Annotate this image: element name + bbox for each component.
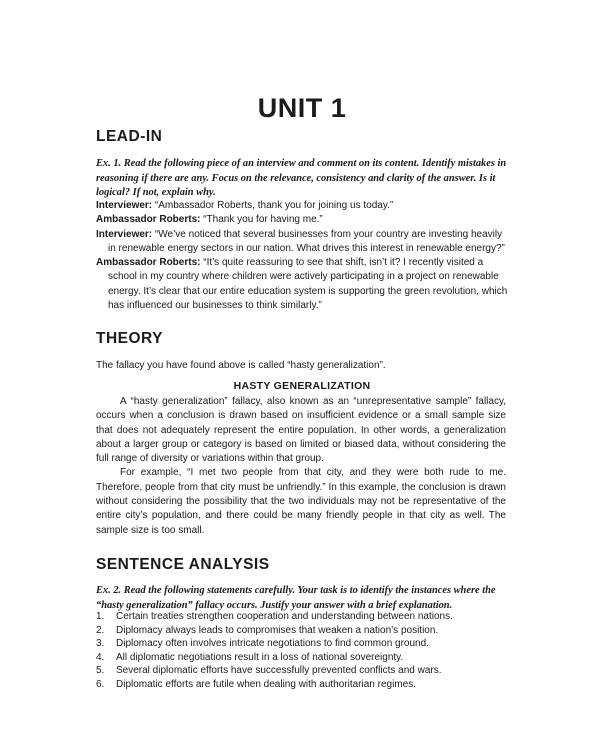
- interview-dialogue: [96, 199, 508, 313]
- list-item: [96, 610, 508, 624]
- list-item: [96, 637, 508, 651]
- speaker: Ambassador Roberts:: [96, 214, 201, 226]
- item-number: 5.: [96, 665, 105, 677]
- unit-title: UNIT 1: [257, 93, 347, 123]
- hasty-generalization-heading: HASTY GENERALIZATION: [233, 380, 371, 392]
- sentence-analysis-exercise: Ex. 2. Read the following statements carefully. Your task is to identify the instances where the “hasty generalization” fallacy occurs. Justify your answer with a brief explanation.: [96, 585, 496, 611]
- item-text: Diplomacy always leads to compromises that weaken a nation’s position.: [116, 624, 439, 636]
- list-item: [96, 651, 508, 665]
- utterance: “Thank you for having me.”: [200, 214, 323, 226]
- item-number: 1.: [96, 611, 105, 622]
- example-paragraph: For example, “I met two people from that city, and they were both rude to me. Therefore, people from that city must be unfriendly.” In this example, the conclusion is drawn without considering the possibility that the two individuals may not be representative of the entire city’s population, and there could be many friendly people in that city as well. The sample size is too small.: [96, 467, 506, 536]
- item-text: Certain treaties strengthen cooperation and understanding between nations.: [116, 611, 453, 622]
- theory-definition: [96, 395, 506, 538]
- utterance: “We’ve noticed that several businesses from your country are investing heavily in renewable energy sectors in our nation. What drives this interest in renewable energy?”: [108, 228, 505, 254]
- speaker: Interviewer:: [96, 200, 153, 211]
- dialogue-line: [96, 228, 508, 257]
- statement-list: [96, 610, 508, 692]
- theory-intro: The fallacy you have found above is called “hasty generalization”.: [96, 360, 386, 371]
- item-number: 3.: [96, 638, 105, 650]
- dialogue-line: [96, 199, 508, 213]
- list-item: [96, 624, 508, 638]
- speaker: Interviewer:: [96, 228, 153, 240]
- item-text: All diplomatic negotiations result in a loss of national sovereignty.: [116, 651, 404, 663]
- lead-in-heading: LEAD-IN: [96, 128, 163, 145]
- definition-paragraph: A “hasty generalization” fallacy, also known as an “unrepresentative sample” fallacy, occurs when a conclusion is drawn based on insufficient evidence or a small sample size that does not adequately represent the entire population. In other words, a generalization about a larger group or category is based on limited or biased data, without considering the full range of diversity or variations within that group.: [96, 396, 506, 465]
- item-text: Several diplomatic efforts have successfully prevented conflicts and wars.: [116, 665, 442, 677]
- item-text: Diplomatic efforts are futile when dealing with authoritarian regimes.: [116, 678, 416, 690]
- dialogue-line: [96, 256, 508, 313]
- item-number: 2.: [96, 624, 105, 636]
- utterance: “Ambassador Roberts, thank you for joining us today.”: [152, 200, 394, 211]
- item-text: Diplomacy often involves intricate negotiations to find common ground.: [116, 638, 429, 650]
- sentence-analysis-heading: SENTENCE ANALYSIS: [96, 556, 270, 573]
- item-number: 6.: [96, 678, 105, 690]
- list-item: [96, 664, 508, 678]
- utterance: “It’s quite reassuring to see that shift, isn’t it? I recently visited a school in my country where children were actively participating in a project on renewable energy. It’s clear that our entire education system is supporting the green revolution, which has influenced our businesses to think similarly.”: [108, 257, 508, 312]
- dialogue-line: [96, 213, 508, 227]
- speaker: Ambassador Roberts:: [96, 257, 201, 269]
- theory-heading: THEORY: [96, 330, 164, 347]
- list-item: [96, 678, 508, 692]
- item-number: 4.: [96, 651, 105, 663]
- lead-in-exercise: Ex. 1. Read the following piece of an interview and comment on its content. Identify mistakes in reasoning if there are any. Focus on the relevance, consistency and clarity of the answer. Is it logical? If not, explain why.: [96, 158, 507, 198]
